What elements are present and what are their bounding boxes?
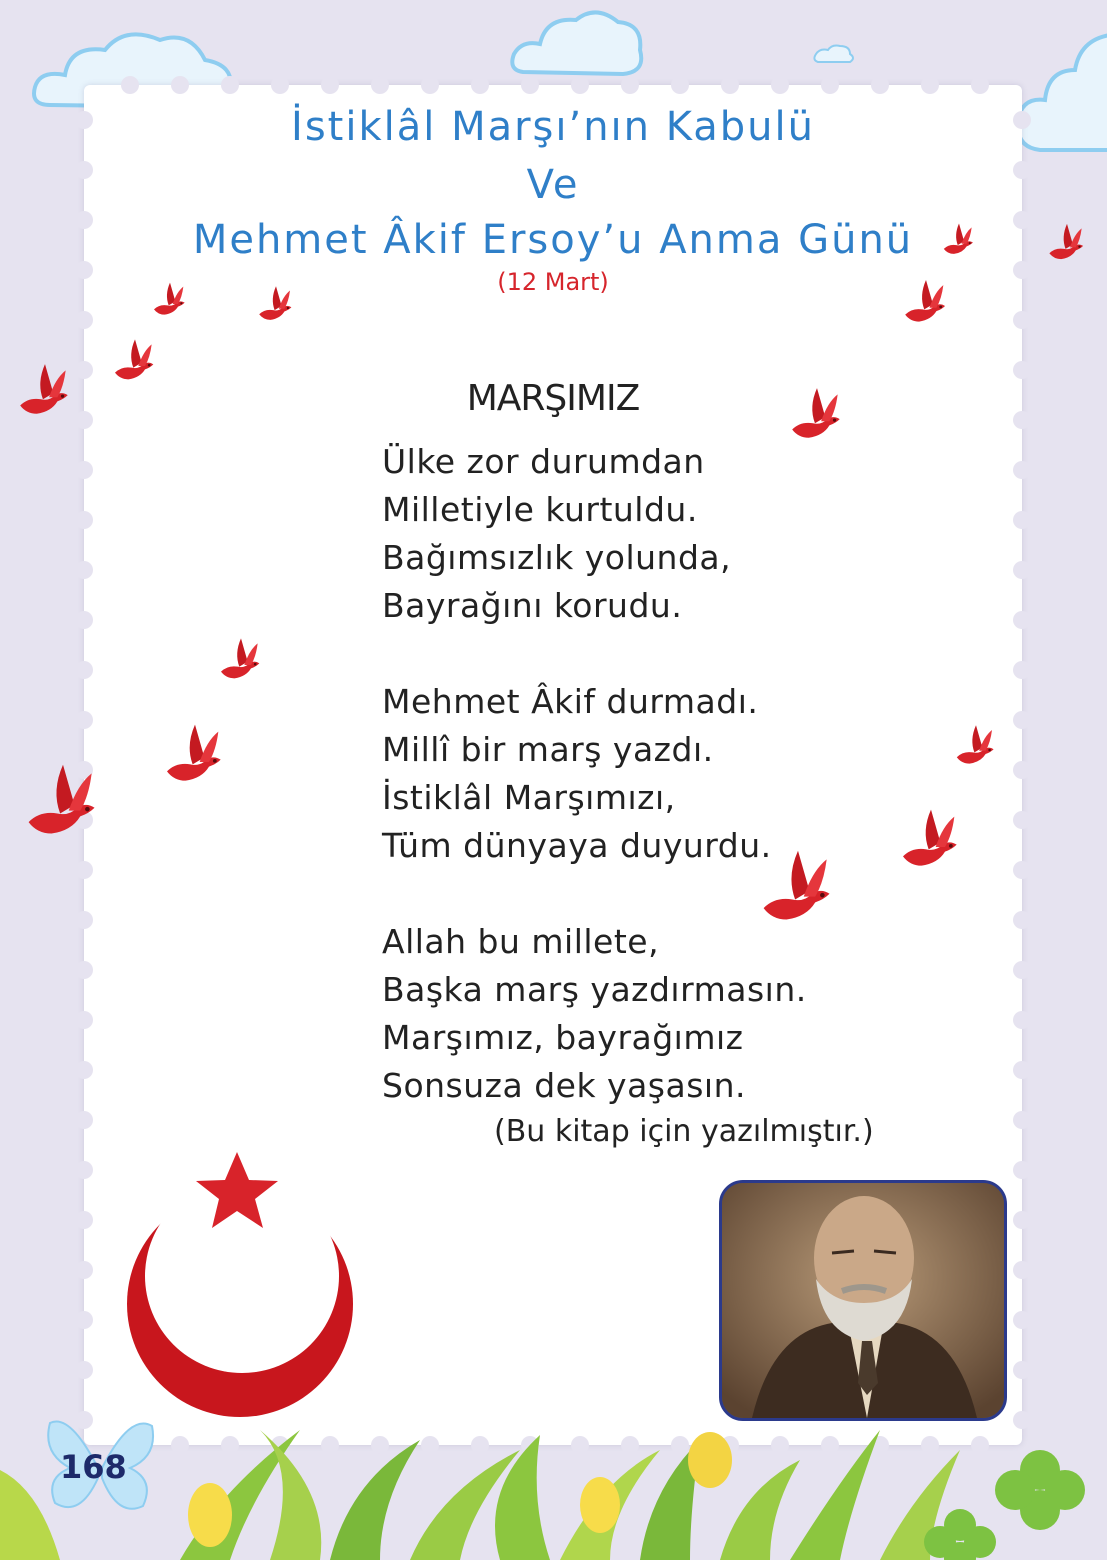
poem-line: Tüm dünyaya duyurdu. <box>382 826 772 865</box>
dove-icon <box>896 800 966 880</box>
page-number-badge <box>40 1418 160 1518</box>
poem-line: Bayrağını korudu. <box>382 586 683 625</box>
date-subtitle: (12 Mart) <box>497 268 609 296</box>
title-line-2: Ve <box>526 162 580 208</box>
dove-icon <box>952 710 1000 782</box>
portrait-photo <box>719 1180 1007 1421</box>
poem-line: Allah bu millete, <box>382 922 660 961</box>
page-number: 168 <box>60 1448 127 1486</box>
dove-icon <box>900 275 952 330</box>
poem-line: Millî bir marş yazdı. <box>382 730 714 769</box>
dove-icon <box>14 358 76 424</box>
dove-icon <box>150 275 190 325</box>
poem-title: MARŞIMIZ <box>466 378 640 419</box>
dove-icon <box>160 715 230 795</box>
poem-line: Başka marş yazdırmasın. <box>382 970 807 1009</box>
dove-icon <box>20 752 106 852</box>
title-line-1: İstiklâl Marşı’nın Kabulü <box>291 104 815 150</box>
poem-line: Milletiyle kurtuldu. <box>382 490 698 529</box>
dove-icon <box>255 282 297 327</box>
dove-icon <box>216 625 266 695</box>
dove-icon <box>755 838 841 938</box>
poem-line: Bağımsızlık yolunda, <box>382 538 732 577</box>
poem-line: İstiklâl Marşımızı, <box>382 778 676 817</box>
dove-icon <box>1045 218 1089 268</box>
dove-icon <box>940 215 978 265</box>
dove-icon <box>786 380 848 450</box>
poem-stanza-3 <box>382 918 807 1110</box>
poem-stanza-1 <box>382 438 731 630</box>
title-line-3: Mehmet Âkif Ersoy’u Anma Günü <box>192 217 914 263</box>
poem-line: Marşımız, bayrağımız <box>382 1018 744 1057</box>
poem-line: Ülke zor durumdan <box>382 442 705 481</box>
grass-decoration <box>0 1430 1107 1560</box>
poem-line: Mehmet Âkif durmadı. <box>382 682 759 721</box>
poem-credit: (Bu kitap için yazılmıştır.) <box>494 1114 874 1149</box>
crescent-star-icon <box>120 1148 360 1423</box>
poem-stanza-2 <box>382 678 772 870</box>
poem-line: Sonsuza dek yaşasın. <box>382 1066 746 1105</box>
dove-icon <box>110 335 160 387</box>
